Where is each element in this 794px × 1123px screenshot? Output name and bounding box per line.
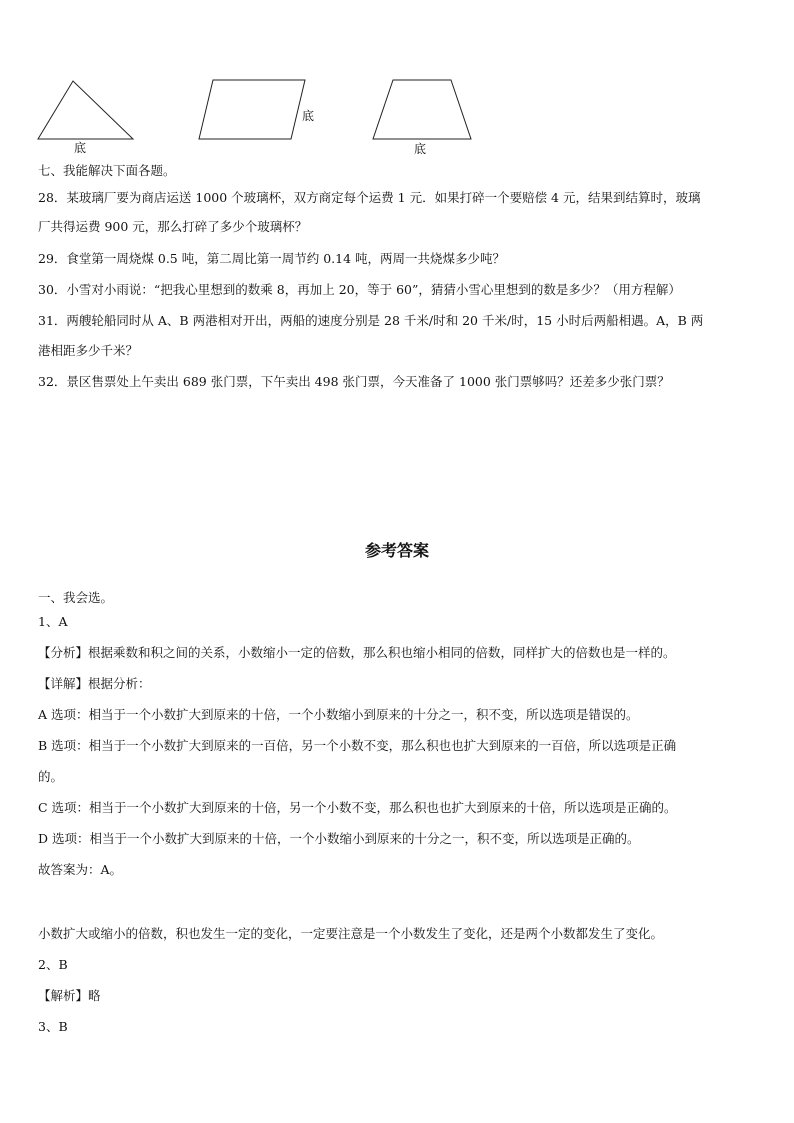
- question-28-line-1: 28．某玻璃厂要为商店运送 1000 个玻璃杯，双方商定每个运费 1 元．如果打碎一个要赔偿 4 元，结果到结算时，玻璃: [38, 190, 701, 205]
- answer-1-option-c: C 选项：相当于一个小数扩大到原来的十倍，另一个小数不变，那么积也也扩大到原来的十倍，所以选项是正确的。: [38, 800, 677, 815]
- section-heading-seven: 七、我能解决下面各题。: [38, 163, 176, 178]
- geometry-figures: [0, 0, 794, 165]
- answer-1-analysis: 【分析】根据乘数和积之间的关系，小数缩小一定的倍数，那么积也缩小相同的倍数，同样扩大的倍数也是一样的。: [38, 645, 676, 660]
- question-31-line-1: 31．两艘轮船同时从 A、B 两港相对开出，两船的速度分别是 28 千米/时和 20 千米/时，15 小时后两船相遇。A，B 两: [38, 313, 704, 328]
- answer-1-conclusion: 故答案为：A。: [38, 862, 123, 877]
- parallelogram-base-label: 底: [302, 109, 315, 123]
- figures-drawing: [0, 0, 794, 165]
- answer-1-option-b-line-2: 的。: [38, 769, 64, 784]
- answer-2-analysis: 【解析】略: [38, 988, 101, 1003]
- question-29: 29．食堂第一周烧煤 0.5 吨，第二周比第一周节约 0.14 吨，两周一共烧煤多少吨？: [38, 251, 506, 266]
- answer-2-head: 2、B: [38, 957, 68, 972]
- question-32: 32．景区售票处上午卖出 689 张门票，下午卖出 498 张门票，今天准备了 1000 张门票够吗？还差多少张门票？: [38, 374, 670, 389]
- answer-1-option-a: A 选项：相当于一个小数扩大到原来的十倍，一个小数缩小到原来的十分之一，积不变，所以选项是错误的。: [38, 707, 639, 722]
- triangle-shape: [38, 81, 133, 139]
- question-28-line-2: 厂共得运费 900 元，那么打碎了多少个玻璃杯？: [38, 219, 308, 234]
- question-31-line-2: 港相距多少千米？: [38, 343, 139, 358]
- question-30: 30．小雪对小雨说：“把我心里想到的数乘 8，再加上 20，等于 60”，猜猜小雪心里想到的数是多少？（用方程解）: [38, 282, 681, 297]
- answer-1-head: 1、A: [38, 614, 68, 629]
- answer-3-head: 3、B: [38, 1019, 68, 1034]
- answer-1-option-b-line-1: B 选项：相当于一个小数扩大到原来的一百倍，另一个小数不变，那么积也也扩大到原来的一百倍，所以选项是正确: [38, 738, 677, 753]
- trapezoid-base-label: 底: [414, 142, 427, 156]
- answer-1-note: 小数扩大或缩小的倍数，积也发生一定的变化，一定要注意是一个小数发生了变化，还是两个小数都发生了变化。: [38, 926, 664, 941]
- answer-section-heading: 一、我会选。: [38, 590, 114, 605]
- triangle-base-label: 底: [74, 141, 87, 155]
- answer-1-option-d: D 选项：相当于一个小数扩大到原来的十倍，一个小数缩小到原来的十分之一，积不变，所以选项是正确的。: [38, 831, 640, 846]
- answers-title: 参考答案: [364, 541, 429, 560]
- answer-1-detail-head: 【详解】根据分析：: [38, 676, 151, 691]
- parallelogram-shape: [199, 80, 305, 139]
- trapezoid-shape: [373, 80, 471, 139]
